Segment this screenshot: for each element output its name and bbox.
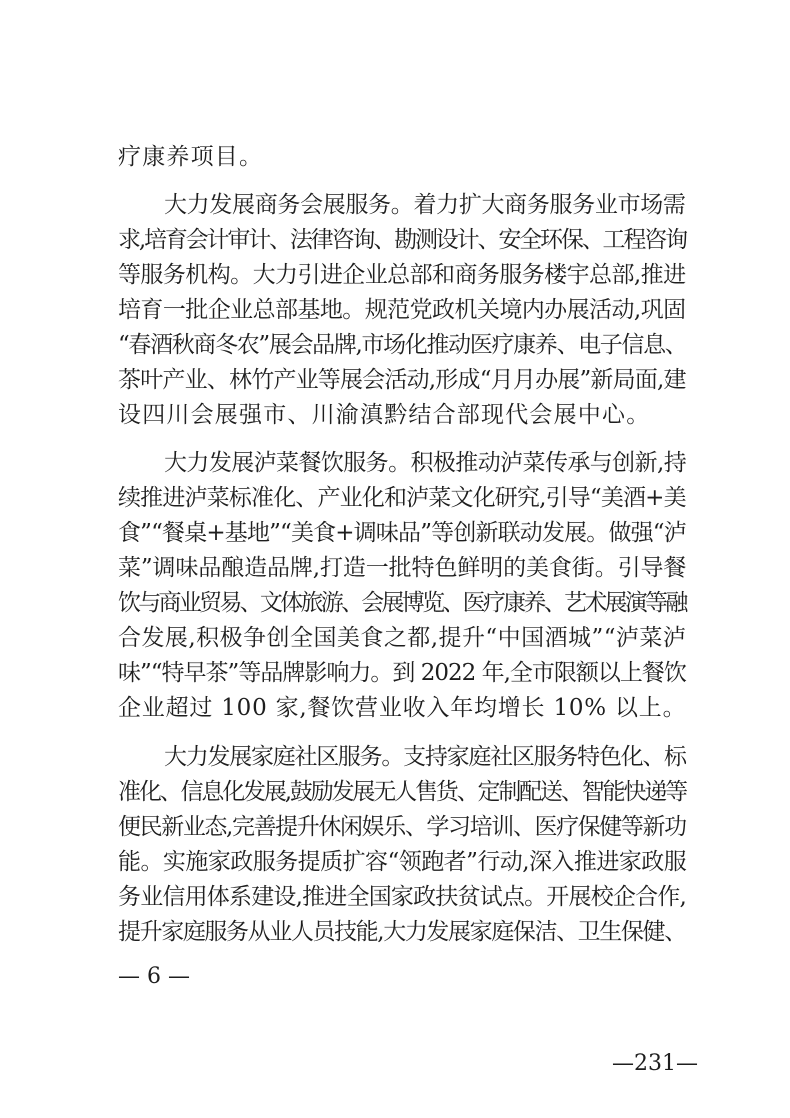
text-line: 菜”调味品酿造品牌,打造一批特色鲜明的美食街。引导餐 [118, 555, 687, 581]
text-line: 等服务机构。大力引进企业总部和商务服务楼宇总部,推进 [118, 262, 686, 288]
text-line: 合发展,积极争创全国美食之都,提升“中国酒城”“泸菜泸 [118, 625, 687, 651]
inner-page-number: — 6 — [118, 964, 190, 989]
paragraph-first-line: 大力发展泸菜餐饮服务。积极推动泸菜传承与创新,持 [164, 450, 687, 476]
text-line: 务业信用体系建设,推进全国家政扶贫试点。开展校企合作, [118, 884, 687, 910]
text-line: 企业超过 100 家,餐饮营业收入年均增长 10% 以上。 [118, 695, 687, 721]
text-line: 提升家庭服务从业人员技能,大力发展家庭保洁、卫生保健、 [118, 919, 686, 945]
text-line: 饮与商业贸易、文体旅游、会展博览、医疗康养、艺术展演等融 [118, 590, 686, 616]
text-line: 求,培育会计审计、法律咨询、勘测设计、安全环保、工程咨询 [118, 227, 686, 253]
text-line: 准化、信息化发展,鼓励发展无人售货、定制配送、智能快递等 [118, 779, 686, 805]
text-line: 培育一批企业总部基地。规范党政机关境内办展活动,巩固 [118, 297, 686, 323]
paragraph-first-line: 大力发展家庭社区服务。支持家庭社区服务特色化、标 [164, 744, 686, 770]
text-line: 便民新业态,完善提升休闲娱乐、学习培训、医疗保健等新功 [118, 814, 686, 840]
text-line: “春酒秋商冬农”展会品牌,市场化推动医疗康养、电子信息、 [118, 332, 687, 358]
text-line: 茶叶产业、林竹产业等展会活动,形成“月月办展”新局面,建 [118, 367, 686, 393]
text-line: 食”“餐桌+基地”“美食+调味品”等创新联动发展。做强“泸 [118, 520, 686, 546]
text-line: 续推进泸菜标准化、产业化和泸菜文化研究,引导“美酒+美 [118, 485, 686, 511]
text-line: 味”“特早茶”等品牌影响力。到 2022 年,全市限额以上餐饮 [118, 660, 686, 686]
text-line: 设四川会展强市、川渝滇黔结合部现代会展中心。 [118, 402, 651, 428]
outer-page-number: —231— [612, 1051, 698, 1076]
text-line: 疗康养项目。 [118, 144, 264, 170]
text-line: 能。实施家政服务提质扩容“领跑者”行动,深入推进家政服 [118, 849, 687, 875]
paragraph-first-line: 大力发展商务会展服务。着力扩大商务服务业市场需 [164, 192, 686, 218]
